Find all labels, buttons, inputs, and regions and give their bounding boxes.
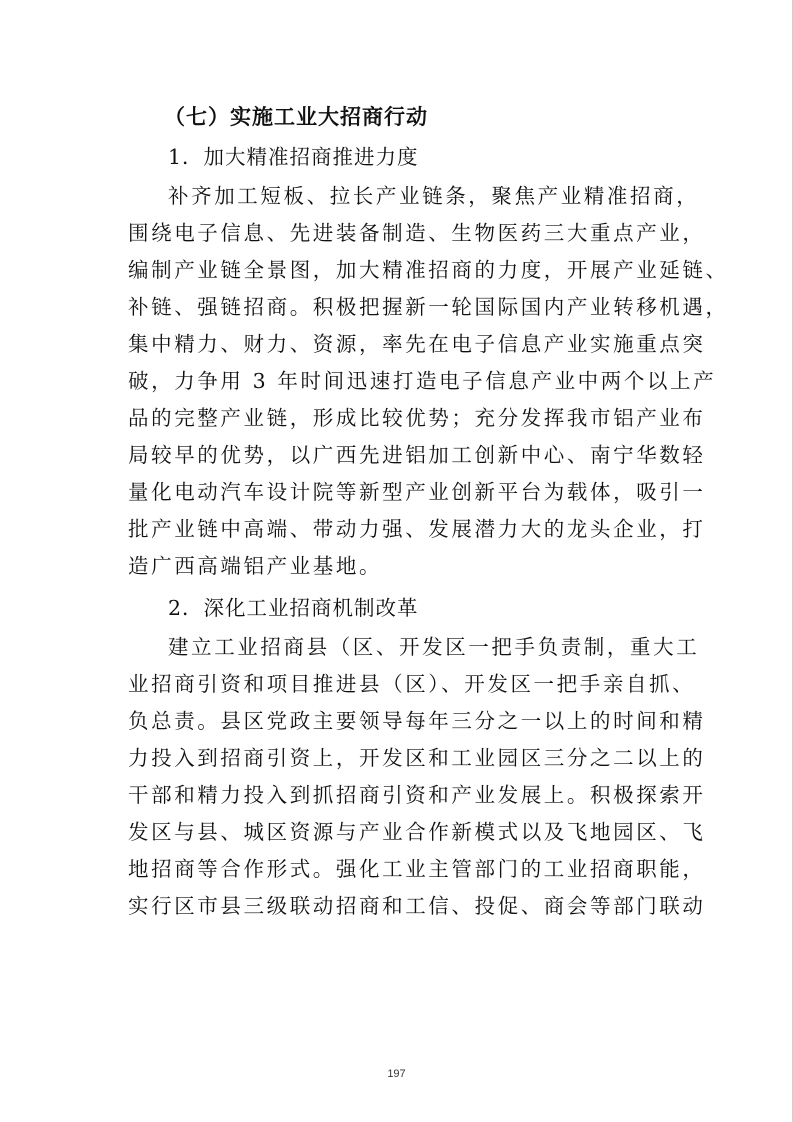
document-body bbox=[128, 100, 729, 925]
paragraph-2 bbox=[128, 629, 706, 925]
paragraph-line: 量化电动汽车设计院等新型产业创新平台为载体，吸引一 bbox=[128, 480, 706, 504]
paragraph-line: 负总责。县区党政主要领导每年三分之一以上的时间和精 bbox=[128, 709, 706, 733]
paragraph-line: 批产业链中高端、带动力强、发展潜力大的龙头企业，打 bbox=[128, 517, 706, 541]
paragraph-line: 补齐加工短板、拉长产业链条，聚焦产业精准招商， bbox=[168, 184, 700, 208]
paragraph-line: 造广西高端铝产业基地。 bbox=[128, 554, 383, 578]
section-title: （七）实施工业大招商行动 bbox=[164, 105, 428, 129]
paragraph-line: 干部和精力投入到抓招商引资和产业发展上。积极探索开 bbox=[128, 783, 706, 807]
page-number: 197 bbox=[387, 1068, 406, 1080]
subsection-heading-1: 1．加大精准招商推进力度 bbox=[168, 145, 419, 169]
paragraph-line: 集中精力、财力、资源，率先在电子信息产业实施重点突 bbox=[128, 332, 706, 356]
paragraph-line: 围绕电子信息、先进装备制造、生物医药三大重点产业， bbox=[128, 221, 706, 245]
subsection-heading-2: 2．深化工业招商机制改革 bbox=[168, 596, 419, 620]
paragraph-line: 力投入到招商引资上，开发区和工业园区三分之二以上的 bbox=[128, 746, 706, 770]
paragraph-line: 发区与县、城区资源与产业合作新模式以及飞地园区、飞 bbox=[128, 820, 706, 844]
paragraph-1 bbox=[128, 178, 729, 585]
paragraph-line: 破，力争用 3 年时间迅速打造电子信息产业中两个以上产 bbox=[128, 369, 717, 393]
paragraph-line: 建立工业招商县（区、开发区一把手负责制，重大工 bbox=[168, 635, 700, 659]
paragraph-line: 业招商引资和项目推进县（区）、开发区一把手亲自抓、 bbox=[128, 672, 696, 696]
paragraph-line: 编制产业链全景图，加大精准招商的力度，开展产业延链、 bbox=[128, 258, 729, 282]
paragraph-line: 品的完整产业链，形成比较优势；充分发挥我市铝产业布 bbox=[128, 406, 706, 430]
paragraph-line: 补链、强链招商。积极把握新一轮国际国内产业转移机遇， bbox=[128, 295, 729, 319]
paragraph-line: 局较早的优势，以广西先进铝加工创新中心、南宁华数轻 bbox=[128, 443, 706, 467]
paragraph-line: 地招商等合作形式。强化工业主管部门的工业招商职能， bbox=[128, 857, 706, 881]
paragraph-line: 实行区市县三级联动招商和工信、投促、商会等部门联动 bbox=[128, 894, 706, 918]
